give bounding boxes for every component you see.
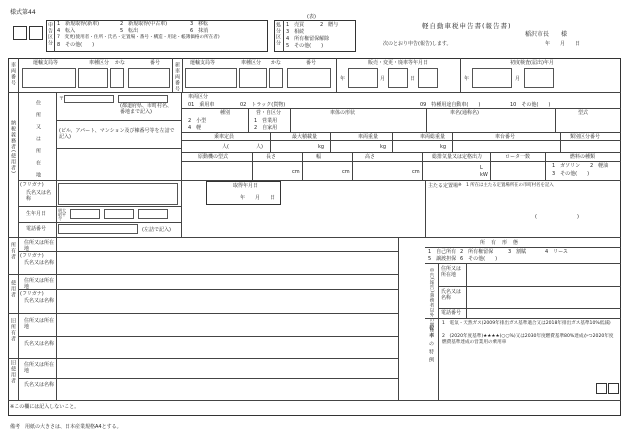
first-year-input[interactable] [472,68,512,88]
kw-unit: kW [480,172,488,178]
disposal-4[interactable]: 4 所有権留保解除 [286,36,330,42]
birth-label: 生年月日 [26,211,47,217]
first-month-input[interactable] [524,68,554,88]
phone-label: 電話番号 [26,226,47,232]
reason-1[interactable]: 1 新規取得(新車) [57,21,100,27]
displacement-label: 総排気量又は定格出力 [432,154,483,160]
purpose-business[interactable]: 1 営業用 [254,118,278,124]
cm-unit-3: cm [412,169,420,175]
storage-paren[interactable]: ( ) [535,214,579,220]
other-phone-label: 電話番号 [441,310,462,316]
fuel-opt-2[interactable]: 2 軽油 [590,163,609,169]
cm-unit-2: cm [342,169,350,175]
storage-note: ※ 1 所在は主たる定置場所在の市町村名を記入 [458,183,554,188]
purpose-private[interactable]: 2 自家用 [254,125,278,131]
liter-unit: L [480,165,483,171]
category-09[interactable]: 09 特種用途自動車( ) [420,102,481,108]
veh-class-input[interactable] [78,68,108,88]
bldg-note: (ビル、アパート、マンション及び棟番号等を左詰で記入) [59,128,175,140]
own-opt-2[interactable]: 2 所有権留保 [460,249,494,255]
height-label: 高さ [365,154,376,160]
form-title: 軽自動車税申告書(報告書) [422,22,512,30]
tax-note-1[interactable]: 1 電気・天然ガス(2009年排出ガス基準適合又は2018年排出ガス基準10%低減) [442,321,611,326]
width-label: 幅 [316,154,322,160]
disposal-3[interactable]: 3 相続 [286,29,305,35]
own-opt-3[interactable]: 3 割賦 [508,249,527,255]
birth-day-input[interactable] [138,209,168,219]
other-label: 申告(報告)義務者以外の関係者 [429,268,434,338]
postal-mark: 〒 [59,96,65,102]
addressee: 稲沢市長 様 [525,31,568,38]
type-kei[interactable]: 4 軽 [188,125,202,131]
owner-name-label: 氏名又は名称 [24,260,55,266]
class-no-label: 類別区分番号 [570,134,601,140]
own-opt-1[interactable]: 1 自己所有 [428,249,457,255]
new-number-input[interactable] [287,68,331,88]
max-load-label: 最大積載量 [292,134,318,140]
marker-box-1 [13,26,27,40]
reason-3[interactable]: 3 移転 [190,21,209,27]
side-old-owner: 旧所有者 [10,318,16,342]
weight-label: 車両重量 [358,134,379,140]
birth-year-input[interactable] [70,209,100,219]
change-day-input[interactable] [418,68,438,88]
length-label: 長さ [266,154,277,160]
reason-5[interactable]: 5 転出 [120,28,139,34]
disposal-label: 処分区分 [275,22,281,46]
tax-note-2[interactable]: 2 (2020年度基準)★★★★(○○%)又は2030年度燃費基準80%達成かつ2020年度燃費基準達成の営業用の乗用車 [442,334,614,345]
user-furigana: (フリガナ) [20,291,44,297]
gross-label: 車両総重量 [420,134,446,140]
footnote: ※この欄には記入しないこと。 [10,404,80,410]
new-class-input[interactable] [239,68,267,88]
owner-addr-label: 住所又は所在地 [24,240,55,252]
statement: 次のとおり申告(報告)します。 [383,41,452,47]
tax-special-label: 税率の特例 [428,325,434,365]
new-no-label: 新車両番号 [174,62,180,92]
vin-label: 車台番号 [495,134,516,140]
own-opt-6[interactable]: 6 その他( ) [460,256,498,262]
new-bureau-input[interactable] [185,68,237,88]
category-02[interactable]: 02 トラック(貨物) [240,102,286,108]
capacity-label: 乗車定員 [214,134,235,140]
submit-date[interactable]: 年 月 日 [545,41,581,47]
fuel-label: 燃料の種類 [570,154,596,160]
day-1: 日 [410,76,416,82]
hdr-number: 番号 [150,60,161,66]
kg-unit-2: kg [380,144,387,150]
marker-box-2 [29,26,43,40]
form-number: 様式第44 [10,9,36,16]
change-year-input[interactable] [348,68,378,88]
side-owner: 所有者 [10,242,16,260]
disposal-2[interactable]: 2 贈与 [320,22,339,28]
side-user: 使用者 [10,280,16,298]
hdr-bureau-2: 運輸支局等 [190,60,216,66]
reason-8[interactable]: 8 その他( ) [57,42,95,48]
owner-section-label: 納税義務者(使用者) [10,120,16,174]
own-opt-4[interactable]: 4 リース [545,249,568,255]
hdr-first-reg: 初度検査(届出)年月 [510,60,554,66]
category-label: 車両区分 [188,94,209,100]
fuel-opt-3[interactable]: 3 その他( ) [552,171,590,177]
postal-code-input[interactable] [64,95,114,103]
make-label: 車名(通称名) [450,110,479,116]
type-label: 種別 [220,110,231,116]
rotor-label: ロータ一数 [505,154,531,160]
reason-label: 申告区分 [47,22,53,46]
pref-note: (都道府県、市町村名、番地まで記入) [120,103,172,115]
category-10[interactable]: 10 その他( ) [510,102,551,108]
category-01[interactable]: 01 乗用車 [188,102,215,108]
disposal-1[interactable]: 1 売買 [286,22,305,28]
old-user-name-label: 氏名又は名称 [24,382,55,388]
other-addr-label: 住所又は所在地 [441,266,462,278]
user-name-label: 氏名又は名称 [24,298,55,304]
year-2: 年 [464,76,470,82]
capacity-unit-1: 人( [222,144,229,150]
type-small[interactable]: 2 小型 [188,118,207,124]
purpose-label: 営・自区分 [256,110,282,116]
phone-note: (左詰で記入) [142,227,171,233]
fuel-opt-1[interactable]: 1 ガソリン [552,163,581,169]
hdr-kana: かな [115,60,126,66]
veh-bureau-input[interactable] [22,68,76,88]
reason-6[interactable]: 6 抹消 [190,28,209,34]
name-label: 氏名又は名称 [26,190,52,202]
disposal-header: (表) [307,14,316,20]
storage-label: 主たる定置場 [428,183,459,189]
old-user-addr-label: 住所又は所在地 [24,362,55,374]
hdr-number-2: 番号 [306,60,317,66]
month-1: 月 [380,76,386,82]
disposal-5[interactable]: 5 その他( ) [286,43,324,49]
other-name-label: 氏名又は名称 [441,289,462,301]
ownership-label: 所有形態 [480,240,525,246]
check-box-2[interactable] [608,383,619,394]
own-opt-5[interactable]: 5 譲渡担保 [428,256,457,262]
address-code-input[interactable] [118,95,168,103]
check-box-1[interactable] [596,383,607,394]
engine-label: 原動機の型式 [198,154,229,160]
new-kana-input[interactable] [269,68,283,88]
hdr-kana-2: かな [271,60,282,66]
year-1: 年 [340,76,346,82]
old-owner-addr-label: 住所又は所在地 [24,318,55,330]
acq-box [206,181,281,205]
furigana-label: (フリガナ) [20,182,44,188]
birth-month-input[interactable] [104,209,134,219]
user-addr-label: 住所又は所在地 [24,278,55,290]
owner-furigana: (フリガナ) [20,253,44,259]
veh-no-label: 車両番号 [10,62,16,86]
bottom-note: 備考 用紙の大きさは、日本産業規格A4とする。 [10,424,122,430]
acq-date[interactable]: 年 月 日 [240,195,276,201]
hdr-class: 車種区分 [89,60,110,66]
address-label: 住所又は所在地 [35,100,41,184]
reason-2[interactable]: 2 新規取得(中古車) [120,21,168,27]
era-label: 明大昭平令 [58,208,66,222]
old-owner-name-label: 氏名又は名称 [24,341,55,347]
owner-name-input[interactable] [58,183,178,205]
reason-4[interactable]: 4 転入 [57,28,76,34]
kg-unit-1: kg [318,144,325,150]
cm-unit-1: cm [292,169,300,175]
hdr-change-date: 販売・変更・廃車等年月日 [368,60,429,66]
model-label: 型式 [578,110,589,116]
month-2: 月 [515,76,521,82]
reason-7[interactable]: 7 変更(使用者・住所・氏名・定置場・番号・構造・用途・帳簿価格の所在者) [57,35,220,40]
veh-kana-input[interactable] [110,68,124,88]
phone-input[interactable] [58,224,138,234]
hdr-bureau: 運輸支局等 [33,60,59,66]
capacity-unit-2: 人) [256,144,263,150]
change-month-input[interactable] [388,68,408,88]
veh-number-input[interactable] [128,68,170,88]
kg-unit-3: kg [440,144,447,150]
acq-label: 取得年月日 [233,183,259,189]
hdr-class-2: 車種区分 [241,60,262,66]
side-old-user: 旧使用者 [10,360,16,384]
body-shape-label: 車体の形状 [330,110,356,116]
